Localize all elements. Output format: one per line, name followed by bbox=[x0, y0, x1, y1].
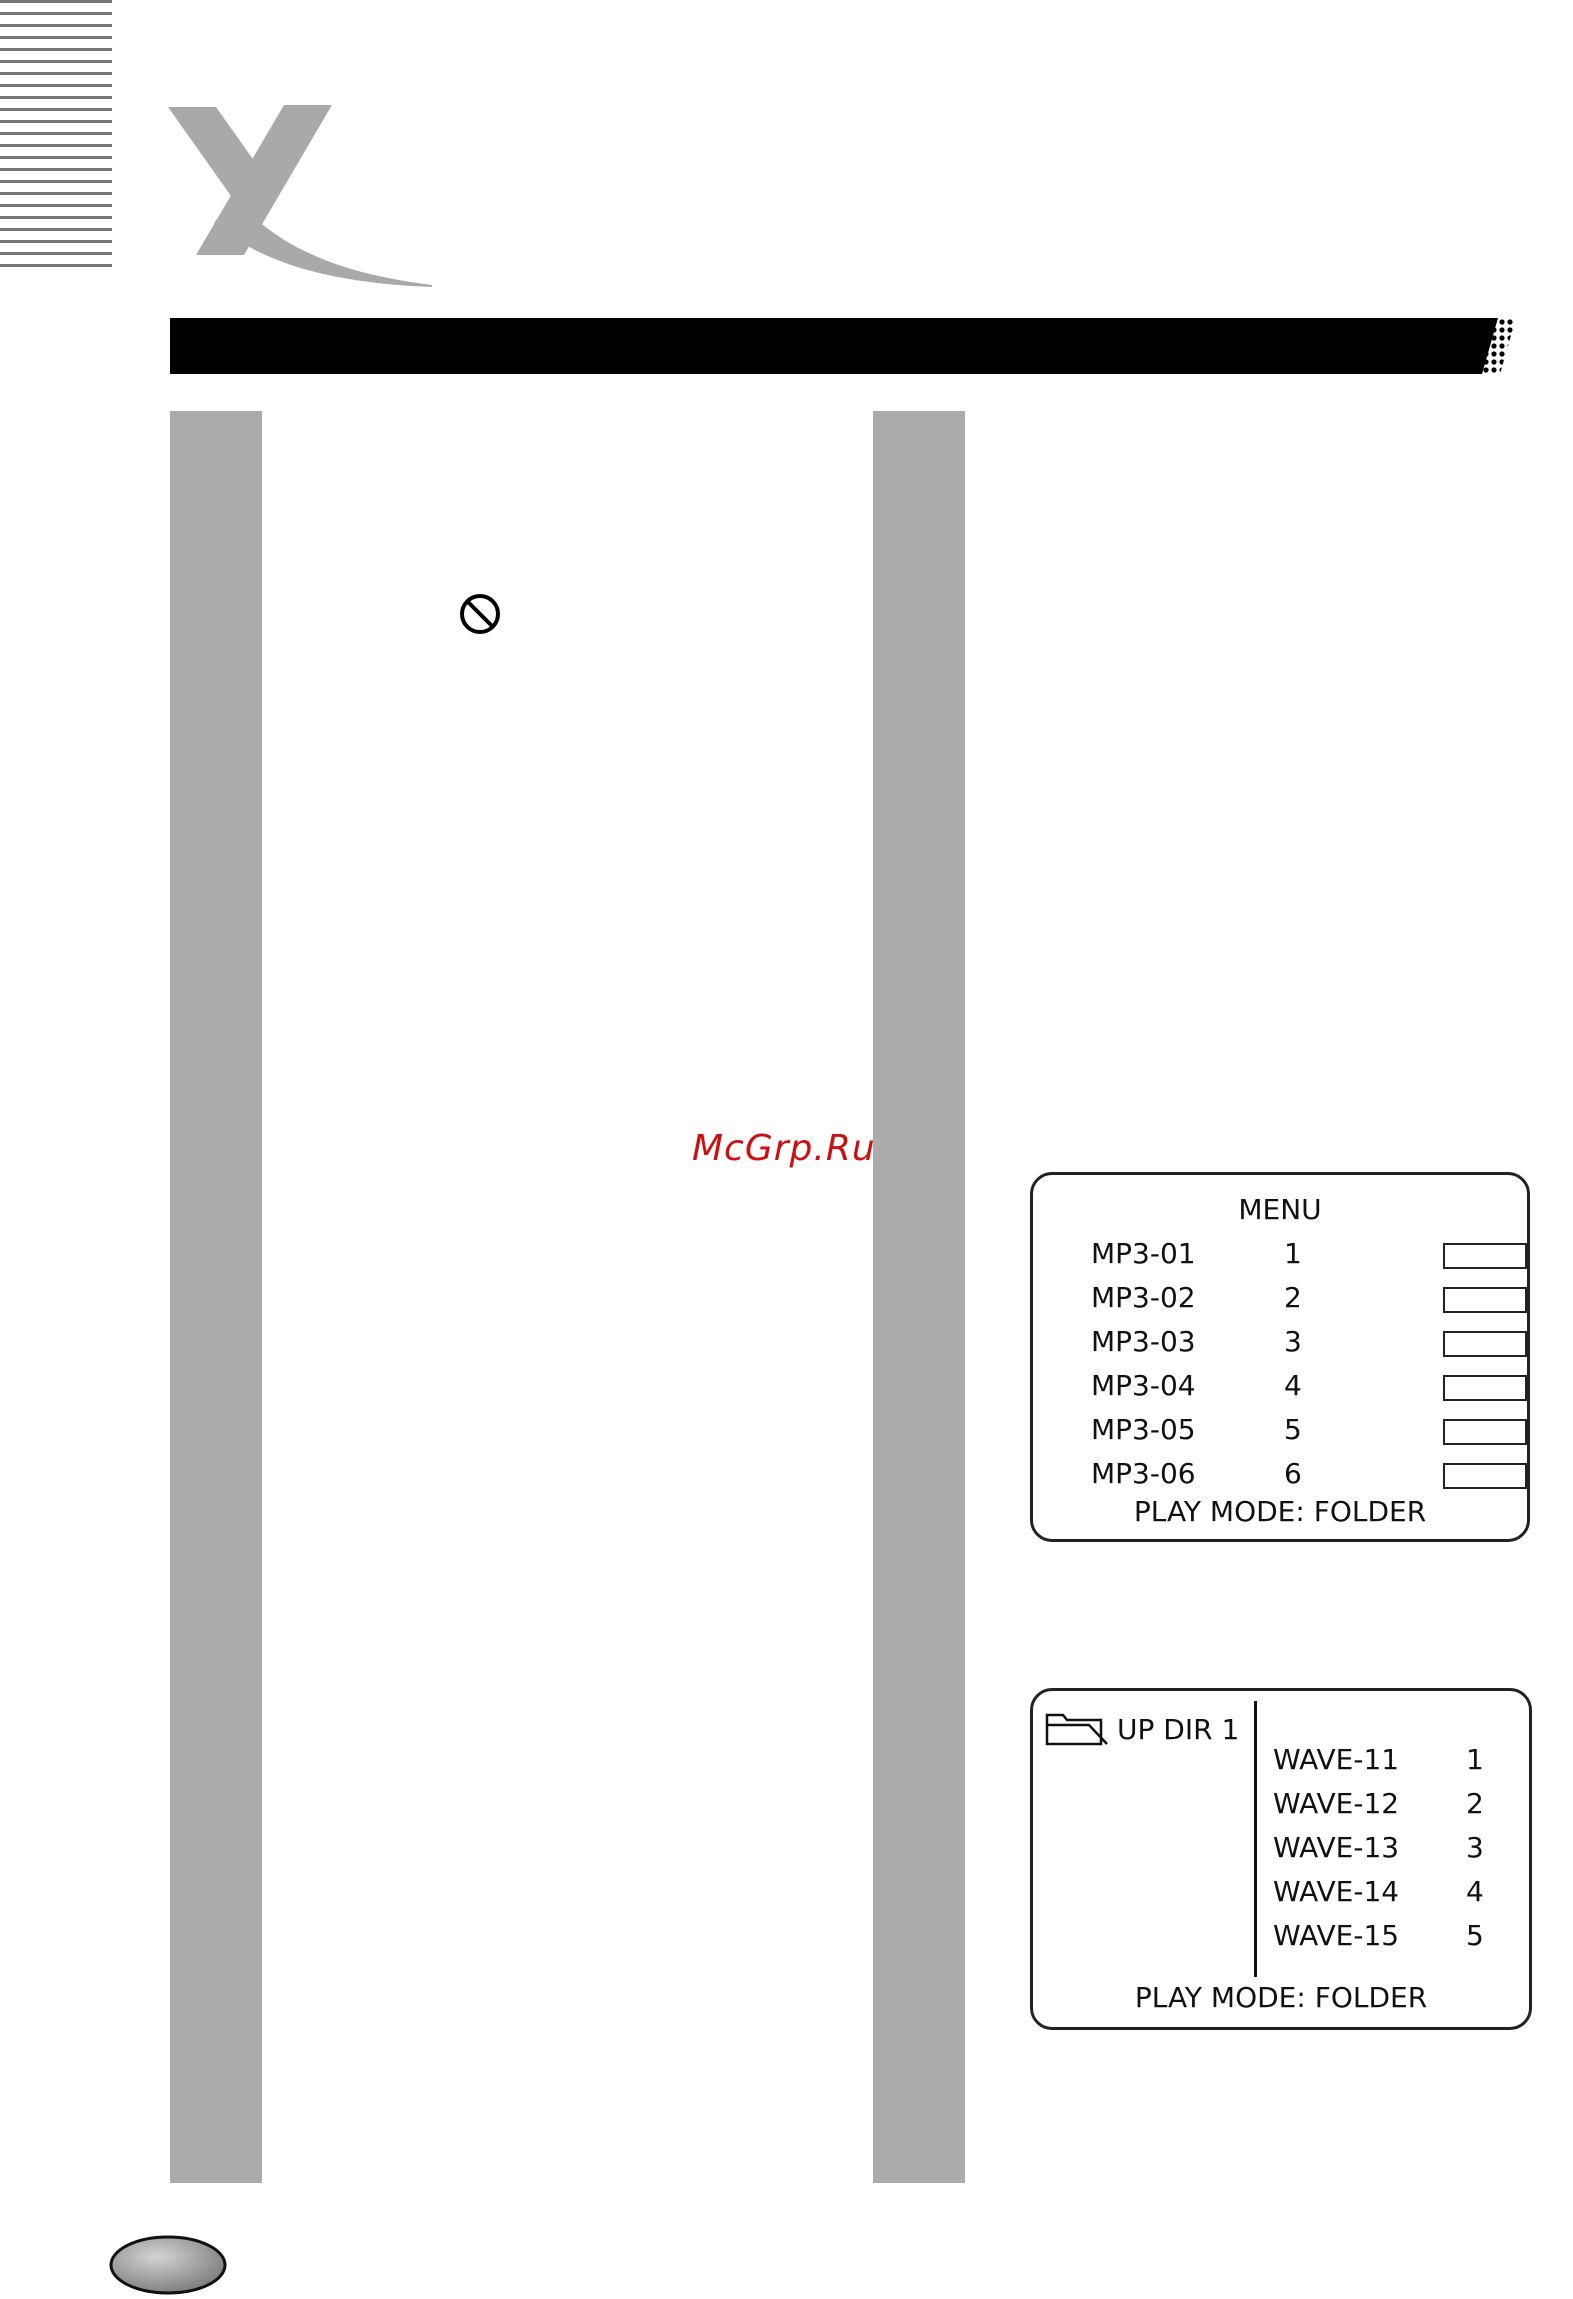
menu-title: MENU bbox=[1238, 1193, 1322, 1226]
menu-item-name: MP3-06 bbox=[1091, 1457, 1196, 1490]
file-name: WAVE-12 bbox=[1273, 1787, 1400, 1820]
right-margin-column bbox=[873, 411, 965, 2183]
brand-logo bbox=[164, 105, 432, 287]
menu-item-number: 2 bbox=[1284, 1281, 1302, 1314]
list-item bbox=[1273, 1787, 1513, 1823]
folder-screen bbox=[1030, 1688, 1532, 2030]
menu-item-number: 5 bbox=[1284, 1413, 1302, 1446]
file-name: WAVE-15 bbox=[1273, 1919, 1400, 1952]
menu-item-name: MP3-02 bbox=[1091, 1281, 1196, 1314]
menu-screen bbox=[1030, 1172, 1530, 1542]
menu-item-slot bbox=[1443, 1287, 1527, 1313]
play-mode-label: PLAY MODE: FOLDER bbox=[1134, 1981, 1428, 2014]
column-divider bbox=[1254, 1701, 1257, 1977]
file-number: 3 bbox=[1466, 1831, 1484, 1864]
menu-item-slot bbox=[1443, 1419, 1527, 1445]
page-number-badge bbox=[108, 2234, 228, 2296]
file-number: 4 bbox=[1466, 1875, 1484, 1908]
watermark: McGrp.Ru bbox=[692, 1128, 876, 1169]
no-entry-icon bbox=[458, 592, 502, 636]
list-item bbox=[1273, 1875, 1513, 1911]
menu-item bbox=[1091, 1237, 1511, 1273]
folder-icon bbox=[1045, 1711, 1109, 1747]
menu-item-number: 6 bbox=[1284, 1457, 1302, 1490]
file-number: 5 bbox=[1466, 1919, 1484, 1952]
menu-item-number: 4 bbox=[1284, 1369, 1302, 1402]
menu-item bbox=[1091, 1281, 1511, 1317]
play-mode-label: PLAY MODE: FOLDER bbox=[1133, 1495, 1427, 1528]
left-margin-column bbox=[170, 411, 262, 2183]
menu-item-name: MP3-03 bbox=[1091, 1325, 1196, 1358]
list-item bbox=[1273, 1831, 1513, 1867]
menu-item-number: 3 bbox=[1284, 1325, 1302, 1358]
file-name: WAVE-13 bbox=[1273, 1831, 1400, 1864]
up-dir-label: UP DIR 1 bbox=[1117, 1713, 1240, 1746]
file-number: 1 bbox=[1466, 1743, 1484, 1776]
menu-item-slot bbox=[1443, 1375, 1527, 1401]
file-number: 2 bbox=[1466, 1787, 1484, 1820]
menu-item bbox=[1091, 1369, 1511, 1405]
menu-item-name: MP3-05 bbox=[1091, 1413, 1196, 1446]
menu-item-slot bbox=[1443, 1243, 1527, 1269]
menu-item-name: MP3-04 bbox=[1091, 1369, 1196, 1402]
menu-item-slot bbox=[1443, 1463, 1527, 1489]
menu-item-number: 1 bbox=[1284, 1237, 1302, 1270]
file-name: WAVE-11 bbox=[1273, 1743, 1400, 1776]
menu-item-name: MP3-01 bbox=[1091, 1237, 1196, 1270]
menu-item bbox=[1091, 1457, 1511, 1493]
menu-item bbox=[1091, 1413, 1511, 1449]
menu-item-slot bbox=[1443, 1331, 1527, 1357]
menu-item bbox=[1091, 1325, 1511, 1361]
list-item bbox=[1273, 1743, 1513, 1779]
list-item bbox=[1273, 1919, 1513, 1955]
section-title-bar bbox=[170, 318, 1516, 374]
header-stripes bbox=[0, 0, 112, 286]
file-name: WAVE-14 bbox=[1273, 1875, 1400, 1908]
